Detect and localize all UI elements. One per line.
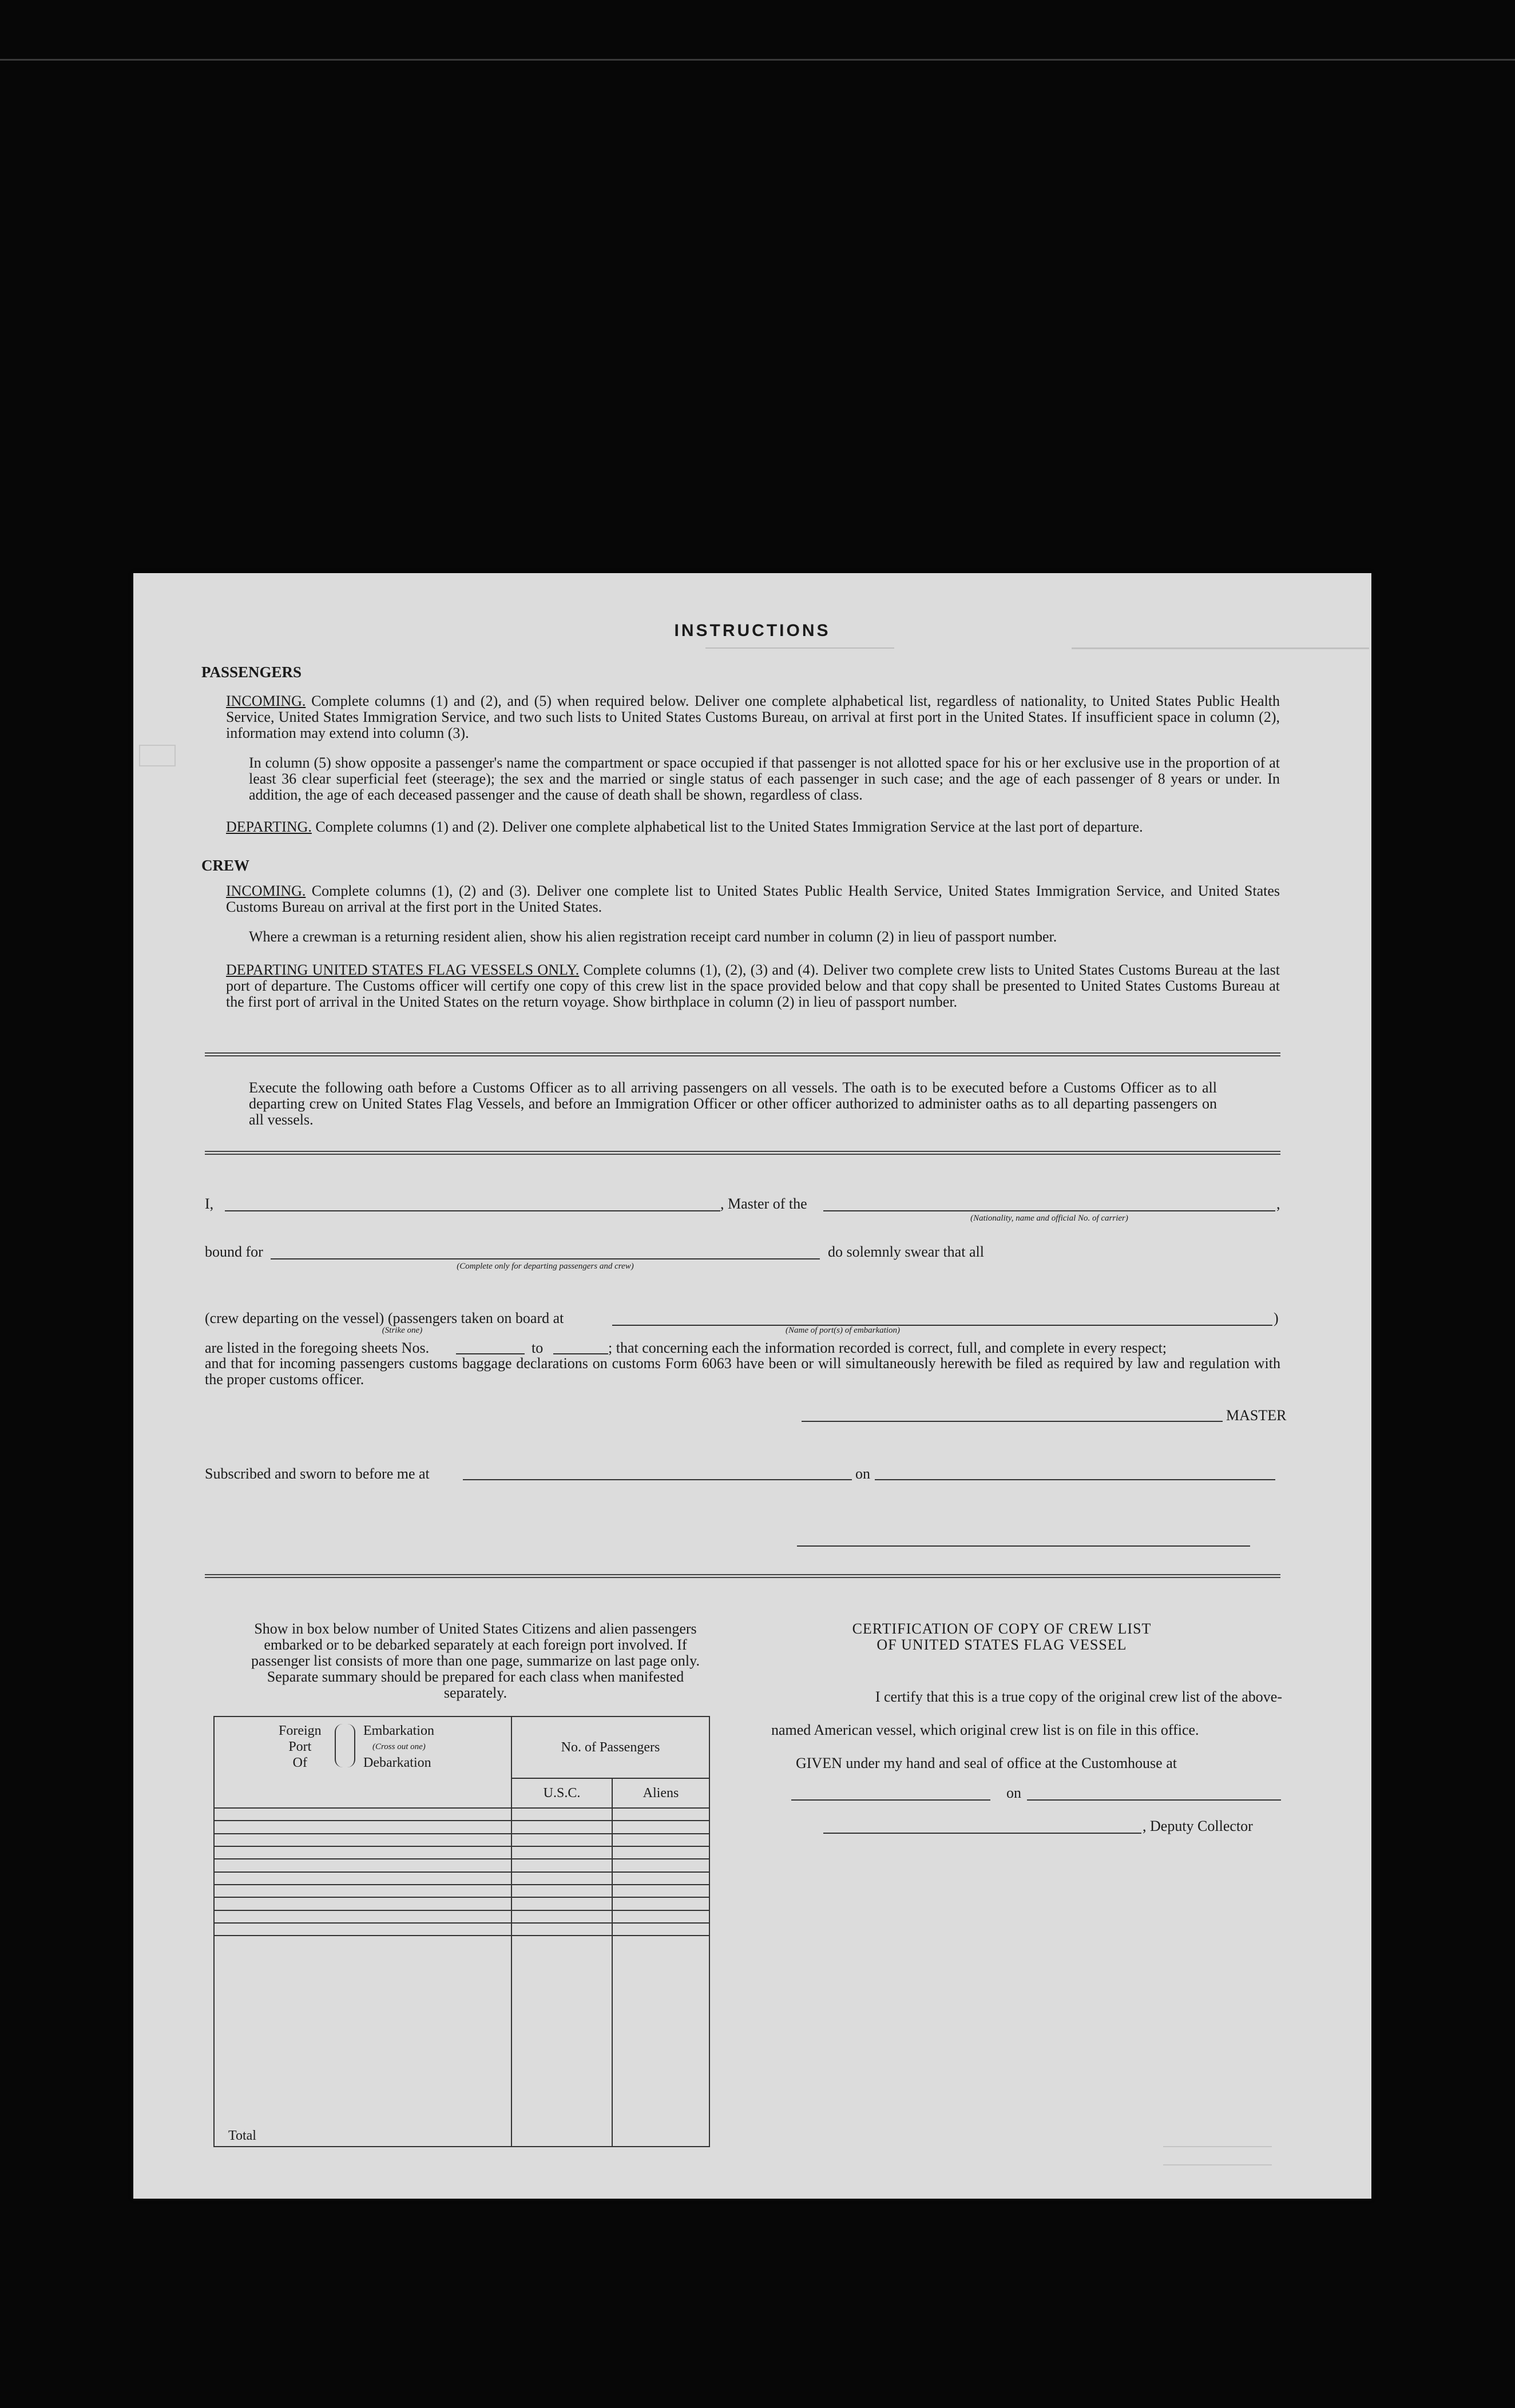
port-cell[interactable]	[214, 1910, 511, 1923]
listed-text-1: are listed in the foregoing sheets Nos.	[205, 1340, 430, 1356]
listed-label	[205, 1340, 429, 1357]
usc-cell[interactable]	[511, 1923, 612, 1936]
section-divider	[205, 1151, 1280, 1155]
table-row	[214, 1885, 709, 1897]
summary-instructions: Show in box below number of United States Citizens and alien passengers embarked or to be debarked separately at each foreign port involved. If passenger list consists of more than one page, summarize on last page only. Separate summary should be prepared for each class when manifested separately.	[251, 1620, 700, 1701]
aliens-cell[interactable]	[612, 1859, 709, 1871]
oath-i-label: I,	[205, 1195, 214, 1212]
table-row	[214, 1846, 709, 1859]
no-of-passengers-header: No. of Passengers	[511, 1716, 709, 1778]
carrier-field[interactable]	[823, 1210, 1275, 1211]
port-cell[interactable]	[214, 1808, 511, 1821]
crew-incoming-label: INCOMING.	[226, 883, 306, 899]
port-cell[interactable]	[214, 1885, 511, 1897]
sworn-on-label: on	[855, 1465, 870, 1482]
bound-for-label: bound for	[205, 1243, 263, 1260]
usc-cell[interactable]	[511, 1846, 612, 1859]
bleed-through-mark	[705, 647, 894, 652]
comma: ,	[1276, 1195, 1280, 1212]
strike-one-caption: (Strike one)	[382, 1326, 423, 1335]
total-usc-cell[interactable]	[511, 1936, 612, 2147]
swear-label: do solemnly swear that all	[828, 1243, 984, 1260]
aliens-cell[interactable]	[612, 1872, 709, 1885]
table-row	[214, 1834, 709, 1846]
certify-line-1: I certify that this is a true copy of the original crew list of the above-	[875, 1688, 1282, 1705]
total-label: Total	[214, 1936, 511, 2147]
crew-incoming-paragraph	[226, 883, 1280, 915]
aliens-cell[interactable]	[612, 1885, 709, 1897]
page-title: INSTRUCTIONS	[674, 621, 831, 640]
crew-heading: CREW	[201, 857, 250, 874]
usc-cell[interactable]	[511, 1859, 612, 1871]
departing-caption: (Complete only for departing passengers and crew)	[457, 1262, 634, 1271]
listed-text-3: and that for incoming passengers customs baggage declarations on customs Form 6063 have been or will simultaneously herewith be filed as required by law and regulation with the proper customs officer.	[205, 1355, 1280, 1388]
aliens-header: Aliens	[612, 1778, 709, 1808]
listed-to-label: to	[532, 1340, 544, 1356]
table-row	[214, 1910, 709, 1923]
port-cell[interactable]	[214, 1846, 511, 1859]
port-label: Port	[288, 1739, 312, 1754]
given-line: GIVEN under my hand and seal of office at the Customhouse at	[796, 1755, 1177, 1771]
crew-departing-paragraph	[226, 962, 1280, 1010]
cert-on-label: on	[1006, 1785, 1021, 1801]
passengers-incoming-paragraph	[226, 693, 1280, 741]
port-cell[interactable]	[214, 1923, 511, 1936]
bound-for-field[interactable]	[271, 1258, 820, 1259]
section-divider	[205, 1052, 1280, 1056]
aliens-cell[interactable]	[612, 1834, 709, 1846]
sheet-from-field[interactable]	[456, 1353, 525, 1354]
usc-cell[interactable]	[511, 1897, 612, 1910]
crew-incoming-text: Complete columns (1), (2) and (3). Deliver one complete list to United States Public Health Service, United States Immigration Service, and United States Customs Bureau on arrival at the first port in the United States.	[226, 883, 1280, 915]
passengers-departing-text: Complete columns (1) and (2). Deliver one complete alphabetical list to the United States Immigration Service at the last port of departure.	[311, 818, 1143, 835]
section-divider	[205, 1574, 1280, 1578]
passengers-incoming-label: INCOMING.	[226, 693, 306, 709]
passengers-heading: PASSENGERS	[201, 663, 302, 681]
table-row	[214, 1897, 709, 1910]
master-signature-field[interactable]	[802, 1421, 1223, 1422]
usc-header: U.S.C.	[511, 1778, 612, 1808]
close-paren: )	[1274, 1310, 1279, 1326]
officer-signature-field[interactable]	[797, 1545, 1250, 1547]
crew-departing-text: Complete columns (1), (2), (3) and (4). Deliver two complete crew lists to United States Customs Bureau at the last port of departure. The Customs officer will certify one copy of this crew list in the space provided below and that copy shall be presented to United States Customs Bureau at the first port of arrival in the United States on the return voyage. Show birthplace in column (2) in lieu of passport number.	[226, 961, 1280, 1010]
sheet-to-field[interactable]	[553, 1353, 608, 1354]
port-caption: (Name of port(s) of embarkation)	[786, 1326, 900, 1335]
table-row	[214, 1821, 709, 1833]
usc-cell[interactable]	[511, 1885, 612, 1897]
port-cell[interactable]	[214, 1821, 511, 1833]
port-cell[interactable]	[214, 1834, 511, 1846]
aliens-cell[interactable]	[612, 1897, 709, 1910]
passenger-summary-table	[213, 1716, 710, 2147]
usc-cell[interactable]	[511, 1910, 612, 1923]
crew-resident-paragraph: Where a crewman is a returning resident alien, show his alien registration receipt card number in column (2) in lieu of passport number.	[249, 928, 1057, 945]
aliens-cell[interactable]	[612, 1821, 709, 1833]
oath-instructions: Execute the following oath before a Customs Officer as to all arriving passengers on all vessels. The oath is to be executed before a Customs Officer as to all departing crew on United States Flag Vessels, and before an Immigration Officer or other officer authorized to administer oaths as to all departing passengers on all vessels.	[249, 1079, 1217, 1128]
deputy-collector-label: , Deputy Collector	[1143, 1818, 1253, 1834]
bleed-through-mark	[1163, 2146, 1272, 2165]
foreign-port-of	[279, 1723, 322, 1771]
aliens-cell[interactable]	[612, 1910, 709, 1923]
port-cell[interactable]	[214, 1897, 511, 1910]
table-row	[214, 1872, 709, 1885]
sworn-place-field[interactable]	[463, 1479, 852, 1480]
master-name-field[interactable]	[225, 1210, 720, 1211]
port-cell[interactable]	[214, 1872, 511, 1885]
usc-cell[interactable]	[511, 1872, 612, 1885]
bleed-through-mark	[1072, 647, 1369, 654]
listed-text-2: ; that concerning each the information recorded is correct, full, and complete in every respect;	[608, 1340, 1167, 1356]
brace-right	[346, 1724, 355, 1767]
brace-left	[335, 1724, 344, 1767]
foreign-label: Foreign	[279, 1723, 322, 1738]
passengers-departing-paragraph	[226, 819, 1280, 835]
cert-date-field[interactable]	[1027, 1799, 1281, 1801]
table-row	[214, 1859, 709, 1871]
subscribed-label: Subscribed and sworn to before me at	[205, 1465, 430, 1482]
total-row	[214, 1936, 709, 2147]
usc-cell[interactable]	[511, 1808, 612, 1821]
embarkation-label: Embarkation	[363, 1723, 434, 1738]
passengers-column5-paragraph: In column (5) show opposite a passenger's name the compartment or space occupied if that passenger is not allotted space for his or her exclusive use in the proportion of at least 36 clear superficial feet (steerage); the sex and the married or single status of each passenger in such case; and the age of each passenger of 8 years or under. In addition, the age of each deceased passenger and the cause of death shall be shown, regardless of class.	[249, 754, 1280, 803]
master-of-label: , Master of the	[720, 1195, 807, 1212]
port-cell[interactable]	[214, 1859, 511, 1871]
form-page	[133, 573, 1371, 2199]
certify-line-2: named American vessel, which original crew list is on file in this office.	[771, 1722, 1199, 1738]
deputy-signature-field[interactable]	[823, 1833, 1141, 1834]
aliens-cell[interactable]	[612, 1846, 709, 1859]
table-row	[214, 1923, 709, 1936]
scan-edge-line	[0, 59, 1515, 61]
aliens-cell[interactable]	[612, 1808, 709, 1821]
sworn-date-field[interactable]	[875, 1479, 1275, 1480]
port-header-cell	[214, 1716, 511, 1808]
usc-cell[interactable]	[511, 1834, 612, 1846]
nationality-caption: (Nationality, name and official No. of carrier)	[970, 1214, 1128, 1223]
total-aliens-cell[interactable]	[612, 1936, 709, 2147]
certification-heading-2: OF UNITED STATES FLAG VESSEL	[877, 1636, 1127, 1653]
passengers-incoming-text: Complete columns (1) and (2), and (5) when required below. Deliver one complete alphabetical list, regardless of nationality, to United States Public Health Service, United States Immigration Service, and two such lists to United States Customs Bureau, on arrival at first port in the United States. If insufficient space in column (2), information may extend into column (3).	[226, 693, 1280, 741]
embarkation-group	[363, 1723, 434, 1771]
customhouse-field[interactable]	[791, 1799, 990, 1801]
master-label: MASTER	[1226, 1407, 1287, 1424]
of-label: Of	[292, 1755, 307, 1770]
certification-heading-1: CERTIFICATION OF COPY OF CREW LIST	[852, 1620, 1152, 1637]
bleed-through-mark	[139, 745, 176, 766]
table-row	[214, 1808, 709, 1821]
crew-departing-label: DEPARTING UNITED STATES FLAG VESSELS ONLY.	[226, 961, 580, 978]
aliens-cell[interactable]	[612, 1923, 709, 1936]
debarkation-label: Debarkation	[363, 1755, 431, 1770]
crew-departing-label: (crew departing on the vessel) (passengers taken on board at	[205, 1310, 564, 1326]
certification-heading	[802, 1621, 1202, 1653]
usc-cell[interactable]	[511, 1821, 612, 1833]
passengers-departing-label: DEPARTING.	[226, 818, 312, 835]
cross-out-caption: (Cross out one)	[372, 1742, 426, 1751]
